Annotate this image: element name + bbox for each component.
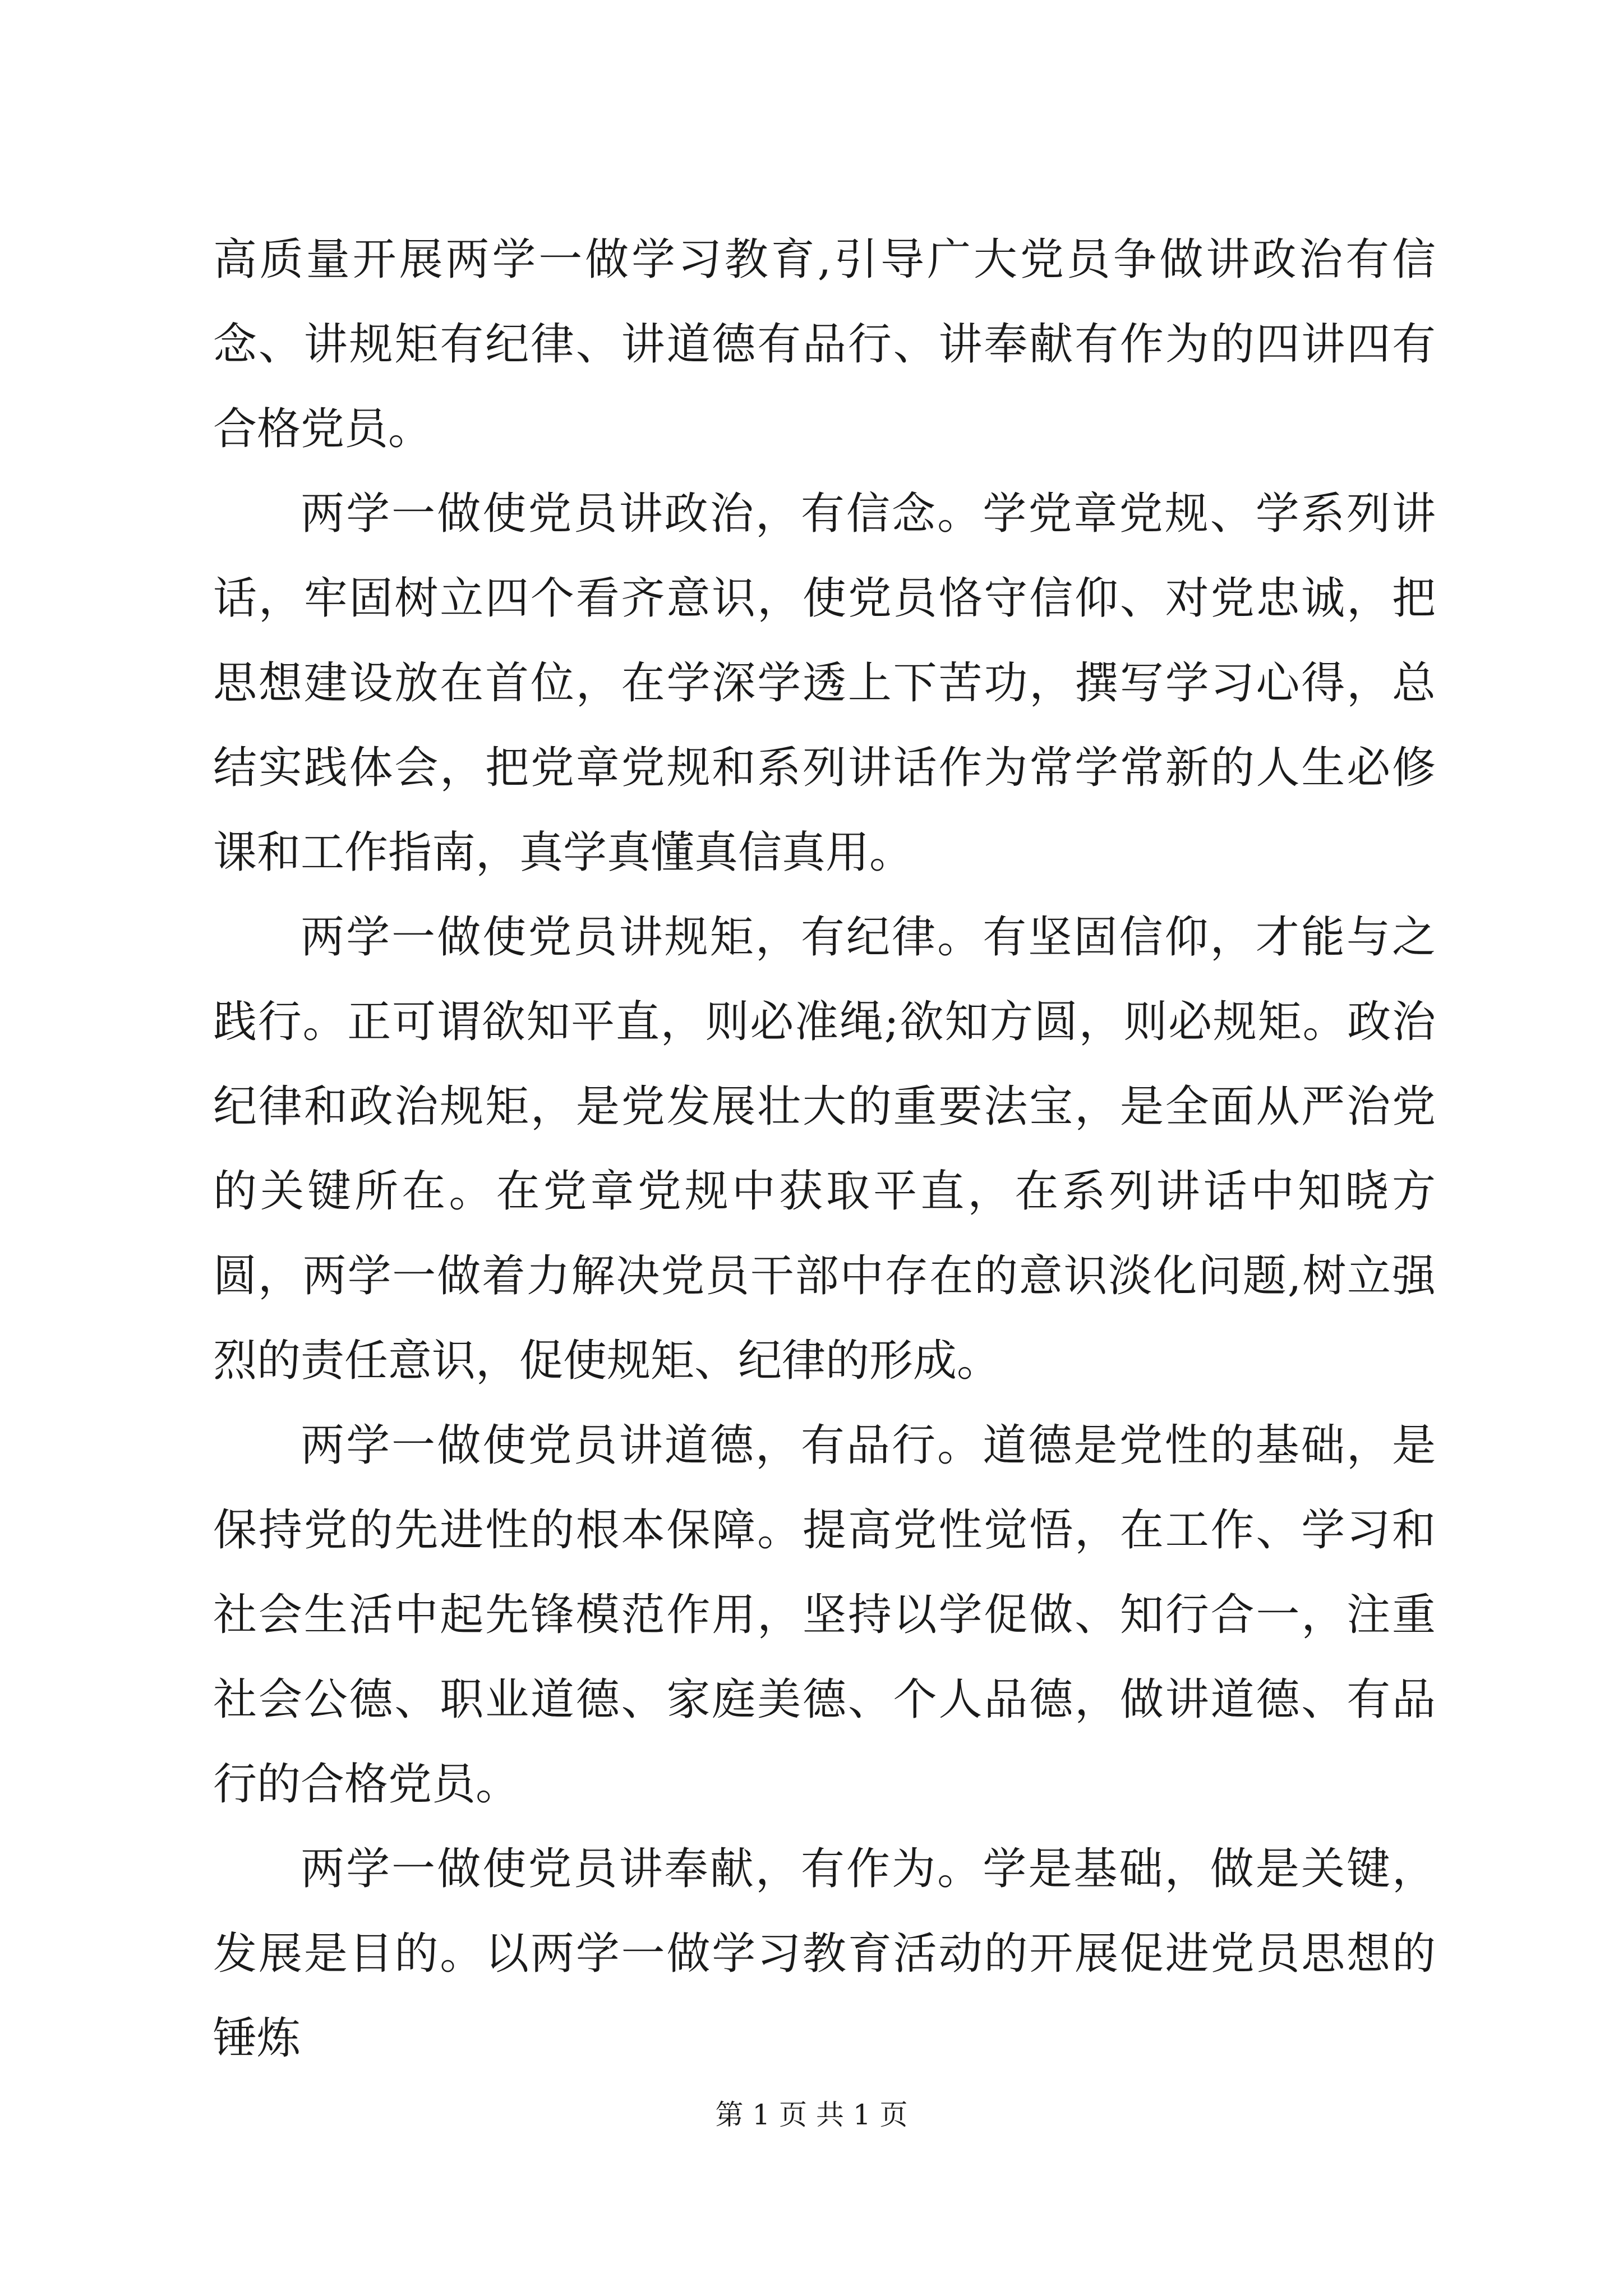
- paragraph: 两学一做使党员讲道德，有品行。道德是党性的基础，是保持党的先进性的根本保障。提高党性觉悟，在工作、学习和社会生活中起先锋模范作用，坚持以学促做、知行合一，注重社会公德、职业道德、家庭美德、个人品德，做讲道德、有品行的合格党员。: [213, 1420, 1436, 1810]
- paragraph: 两学一做使党员讲政治，有信念。学党章党规、学系列讲话，牢固树立四个看齐意识，使党员恪守信仰、对党忠诚，把思想建设放在首位，在学深学透上下苦功，撰写学习心得，总结实践体会，把党章党规和系列讲话作为常学常新的人生必修课和工作指南，真学真懂真信真用。: [213, 489, 1436, 878]
- paragraph: 高质量开展两学一做学习教育,引导广大党员争做讲政治有信念、讲规矩有纪律、讲道德有品行、讲奉献有作为的四讲四有合格党员。: [213, 234, 1436, 454]
- page-footer: 第 1 页 共 1 页: [715, 2099, 908, 2131]
- paragraph: 两学一做使党员讲奉献，有作为。学是基础，做是关键，发展是目的。以两学一做学习教育活动的开展促进党员思想的锤炼: [213, 1844, 1436, 2064]
- paragraph: 两学一做使党员讲规矩，有纪律。有坚固信仰，才能与之践行。正可谓欲知平直，则必准绳;欲知方圆，则必规矩。政治纪律和政治规矩，是党发展壮大的重要法宝，是全面从严治党的关键所在。在党章党规中获取平直，在系列讲话中知晓方圆，两学一做着力解决党员干部中存在的意识淡化问题,树立强烈的责任意识，促使规矩、纪律的形成。: [213, 912, 1436, 1386]
- document-body: [213, 218, 1436, 2081]
